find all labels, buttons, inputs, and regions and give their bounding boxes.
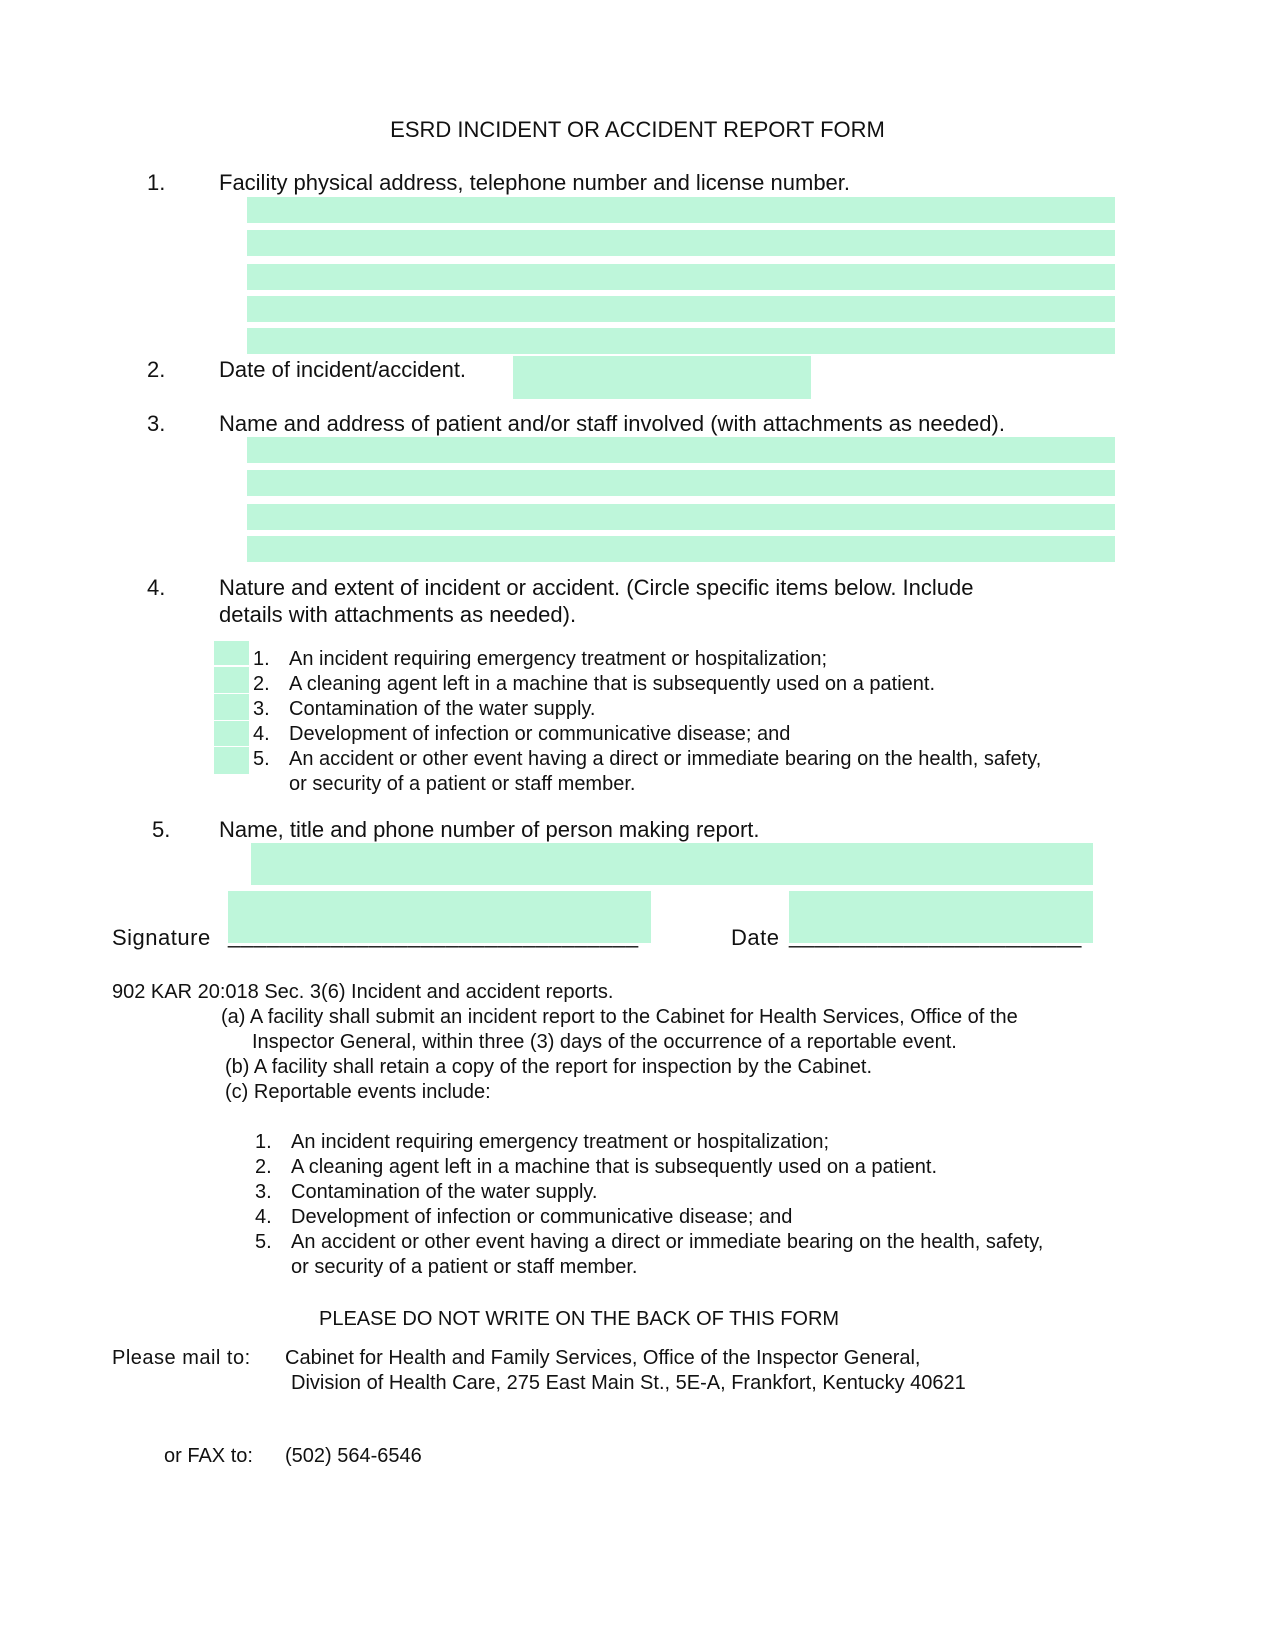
item-4-select-box[interactable]	[214, 721, 249, 746]
item-3-select-box[interactable]	[214, 694, 249, 720]
question-5-text: Name, title and phone number of person making report.	[219, 817, 760, 842]
question-4-text-line1: Nature and extent of incident or accident. (Circle specific items below. Include	[219, 575, 974, 600]
reg-item-4-text: Development of infection or communicative disease; and	[291, 1206, 793, 1228]
facility-info-field-1[interactable]	[247, 197, 1115, 223]
involved-persons-field-2[interactable]	[247, 470, 1115, 496]
regulation-a-line2: Inspector General, within three (3) days of the occurrence of a reportable event.	[252, 1031, 957, 1053]
form-item-5-number: 5.	[253, 748, 270, 770]
form-item-3-number: 3.	[253, 698, 270, 720]
reg-item-5-text: An accident or other event having a direct or immediate bearing on the health, safety,	[291, 1231, 1044, 1253]
facility-info-field-3[interactable]	[247, 264, 1115, 290]
question-3-number: 3.	[147, 411, 166, 436]
mail-address-line2: Division of Health Care, 275 East Main St., 5E-A, Frankfort, Kentucky 40621	[291, 1372, 966, 1394]
question-4-text-line2: details with attachments as needed).	[219, 602, 577, 627]
facility-info-field-4[interactable]	[247, 296, 1115, 322]
form-item-2-text: A cleaning agent left in a machine that is subsequently used on a patient.	[289, 673, 935, 695]
signature-label: Signature	[112, 925, 211, 950]
item-5-select-box[interactable]	[214, 747, 249, 774]
question-2-number: 2.	[147, 357, 166, 382]
form-item-2-number: 2.	[253, 673, 270, 695]
reg-item-1-number: 1.	[255, 1131, 272, 1153]
form-item-1-text: An incident requiring emergency treatment or hospitalization;	[289, 648, 828, 670]
reg-item-5-continuation: or security of a patient or staff member.	[291, 1256, 638, 1278]
form-item-4-number: 4.	[253, 723, 270, 745]
mail-address-line1: Cabinet for Health and Family Services, Office of the Inspector General,	[285, 1347, 921, 1369]
form-item-5-text: An accident or other event having a direct or immediate bearing on the health, safety,	[289, 748, 1042, 770]
involved-persons-field-3[interactable]	[247, 504, 1115, 530]
back-of-form-notice: PLEASE DO NOT WRITE ON THE BACK OF THIS FORM	[319, 1308, 840, 1330]
fax-label: or FAX to:	[164, 1445, 253, 1467]
item-1-select-box[interactable]	[214, 641, 249, 665]
question-4-number: 4.	[147, 575, 166, 600]
reg-item-2-number: 2.	[255, 1156, 272, 1178]
reg-item-3-number: 3.	[255, 1181, 272, 1203]
reg-item-1-text: An incident requiring emergency treatment or hospitalization;	[291, 1131, 830, 1153]
mail-label: Please mail to:	[112, 1347, 251, 1369]
form-title: ESRD INCIDENT OR ACCIDENT REPORT FORM	[390, 117, 885, 142]
form-item-3-text: Contamination of the water supply.	[289, 698, 596, 720]
reporter-info-field[interactable]	[251, 843, 1093, 885]
involved-persons-field-4[interactable]	[247, 536, 1115, 562]
question-1-text: Facility physical address, telephone number and license number.	[219, 170, 851, 195]
date-label: Date	[731, 925, 780, 950]
facility-info-field-5[interactable]	[247, 328, 1115, 354]
reg-item-5-number: 5.	[255, 1231, 272, 1253]
involved-persons-field-1[interactable]	[247, 437, 1115, 463]
incident-date-field[interactable]	[513, 356, 811, 399]
question-3-text: Name and address of patient and/or staff involved (with attachments as needed).	[219, 411, 1005, 436]
question-2-text: Date of incident/accident.	[219, 357, 467, 382]
question-1-number: 1.	[147, 170, 166, 195]
form-item-4-text: Development of infection or communicative disease; and	[289, 723, 791, 745]
reg-item-3-text: Contamination of the water supply.	[291, 1181, 598, 1203]
regulation-b: (b) A facility shall retain a copy of the report for inspection by the Cabinet.	[225, 1056, 873, 1078]
facility-info-field-2[interactable]	[247, 230, 1115, 256]
question-5-number: 5.	[152, 817, 171, 842]
signature-underline: ________________________________	[228, 923, 639, 948]
reg-item-4-number: 4.	[255, 1206, 272, 1228]
fax-number: (502) 564-6546	[285, 1445, 422, 1467]
regulation-c: (c) Reportable events include:	[225, 1081, 491, 1103]
reg-item-2-text: A cleaning agent left in a machine that is subsequently used on a patient.	[291, 1156, 937, 1178]
regulation-heading: 902 KAR 20:018 Sec. 3(6) Incident and accident reports.	[112, 981, 614, 1003]
form-item-5-continuation: or security of a patient or staff member.	[289, 773, 636, 795]
form-item-1-number: 1.	[253, 648, 270, 670]
regulation-a-line1: (a) A facility shall submit an incident report to the Cabinet for Health Services, Office of the	[221, 1006, 1018, 1028]
item-2-select-box[interactable]	[214, 667, 249, 693]
date-underline: _______________________	[789, 923, 1082, 948]
